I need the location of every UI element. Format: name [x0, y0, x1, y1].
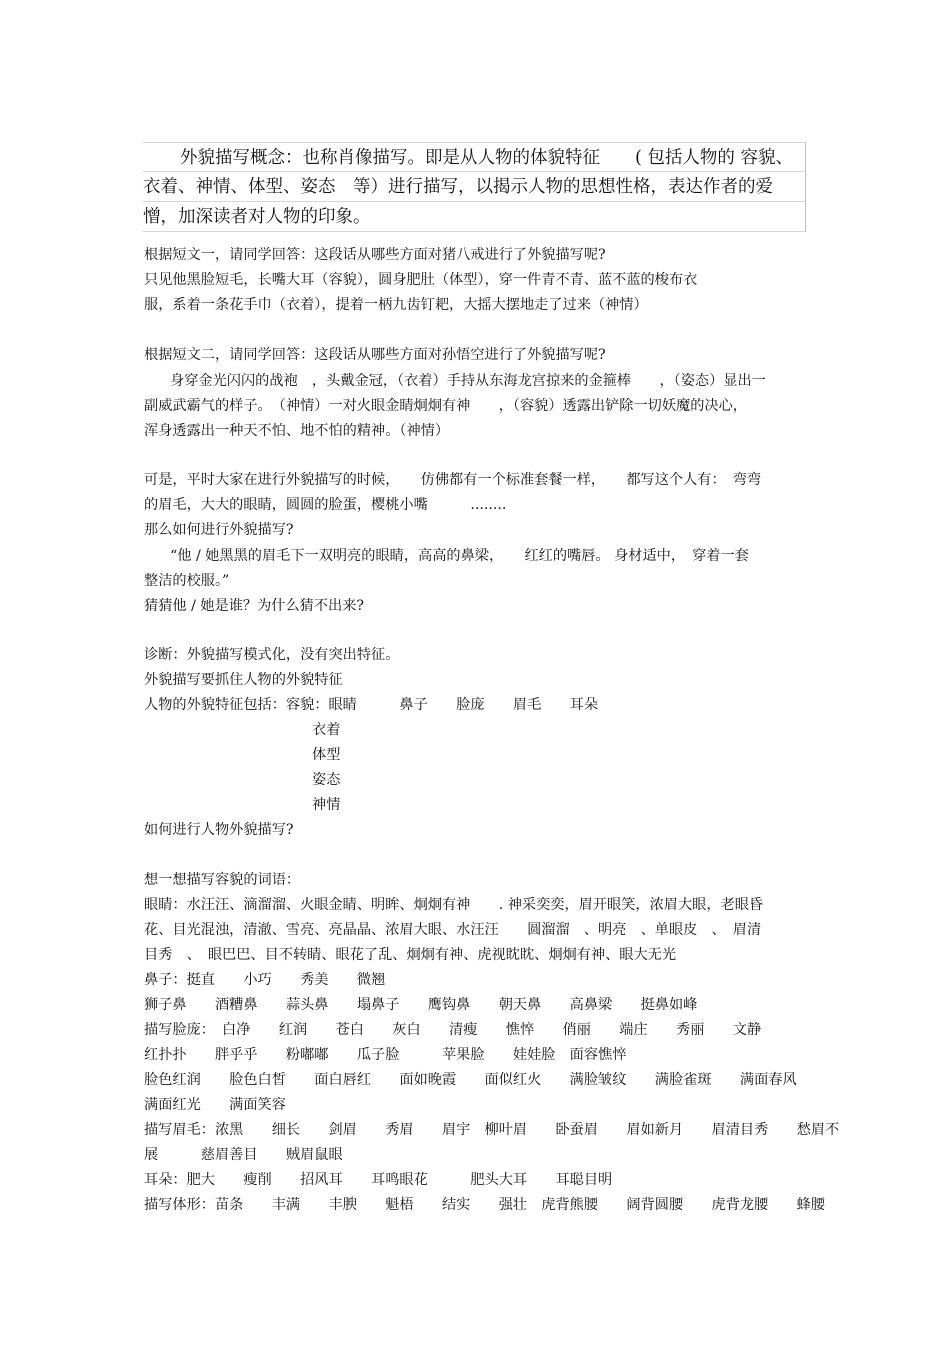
intro-line: 憎，加深读者对人物的印象。: [143, 202, 806, 232]
vocab-line: 红扑扑 胖乎乎 粉嘟嘟 瓜子脸 苹果脸 娃娃脸 面容憔悴: [144, 1047, 627, 1063]
vocab-line: 满面红光 满面笑容: [144, 1097, 286, 1113]
text-line: 可是，平时大家在进行外貌描写的时候， 仿佛都有一个标准套餐一样， 都写这个人有： 弯弯: [144, 472, 762, 488]
feature-item: 体型: [312, 747, 341, 763]
intro-line: 外貌描写概念：也称肖像描写。即是从人物的体貌特征 ( 包括人物的 容貌、: [143, 142, 806, 172]
vocab-heading: 想一想描写容貌的词语：: [144, 872, 301, 888]
feature-item: 衣着: [312, 722, 341, 738]
text-line: 只见他黑脸短毛，长嘴大耳（容貌），圆身肥肚（体型），穿一件青不青、蓝不蓝的梭布衣: [144, 272, 698, 288]
text-line: 的眉毛，大大的眼睛，圆圆的脸蛋，樱桃小嘴 ........: [144, 497, 507, 513]
text-line: 外貌描写要抓住人物的外貌特征: [144, 672, 343, 688]
intro-definition-box: [143, 142, 806, 232]
feature-item: 神情: [312, 797, 341, 813]
vocab-line: 眼睛：水汪汪、滴溜溜、火眼金睛、明眸、炯炯有神 . 神采奕奕，眉开眼笑，浓眉大眼，老眼昏: [144, 897, 764, 913]
text-line: 如何进行人物外貌描写?: [144, 822, 294, 838]
quote-line: 整洁的校服。”: [144, 573, 230, 589]
text-line: 浑身透露出一种天不怕、地不怕的精神。（神情）: [144, 423, 450, 439]
vocab-line: 描写体形：苗条 丰满 丰腴 魁梧 结实 强壮 虎背熊腰 阔背圆腰 虎背龙腰 蜂腰: [144, 1197, 826, 1213]
text-line: 身穿金光闪闪的战袍 ，头戴金冠，（衣着）手持从东海龙宫掠来的金箍棒 ，（姿态）显出一: [170, 373, 766, 389]
vocab-line: 脸色红润 脸色白皙 面白唇红 面如晚霞 面似红火 满脸皱纹 满脸雀斑 满面春风: [144, 1072, 797, 1088]
text-line: 猜猜他 / 她是谁？为什么猜不出来?: [144, 598, 365, 614]
vocab-line: 展 慈眉善目 贼眉鼠眼: [144, 1147, 343, 1163]
text-line: 那么如何进行外貌描写?: [144, 522, 294, 538]
feature-item: 姿态: [312, 772, 341, 788]
features-line: 人物的外貌特征包括：容貌：眼睛 鼻子 脸庞 眉毛 耳朵: [144, 697, 599, 713]
vocab-line: 目秀 、 眼巴巴、目不转睛、眼花了乱、炯炯有神、虎视眈眈、炯炯有神、眼大无光: [144, 947, 677, 963]
vocab-line: 鼻子：挺直 小巧 秀美 微翘: [144, 972, 386, 988]
diagnosis-line: 诊断：外貌描写模式化，没有突出特征。: [144, 647, 400, 663]
text-line: 副威武霸气的样子。 （神情）一对火眼金睛炯炯有神 ，（容貌）透露出铲除一切妖魔的决心，: [144, 398, 747, 414]
question-two: 根据短文二，请同学回答：这段话从哪些方面对孙悟空进行了外貌描写呢?: [144, 347, 606, 363]
vocab-line: 描写脸庞： 白净 红润 苍白 灰白 清瘦 憔悴 俏丽 端庄 秀丽 文静: [144, 1022, 762, 1038]
vocab-line: 狮子鼻 酒糟鼻 蒜头鼻 塌鼻子 鹰钩鼻 朝天鼻 高鼻梁 挺鼻如峰: [144, 997, 698, 1013]
vocab-line: 花、目光混浊，清澈、雪亮、亮晶晶、浓眉大眼、水汪汪 圆溜溜 、明亮 、单眼皮 、 眉清: [144, 922, 762, 938]
quote-line: “他 / 她黑黑的眉毛下一双明亮的眼睛，高高的鼻梁， 红红的嘴唇。 身材适中， 穿着一套: [170, 548, 749, 564]
vocab-line: 描写眉毛：浓黑 细长 剑眉 秀眉 眉宇 柳叶眉 卧蚕眉 眉如新月 眉清目秀 愁眉不: [144, 1122, 840, 1138]
question-one: 根据短文一，请同学回答：这段话从哪些方面对猪八戒进行了外貌描写呢?: [144, 247, 606, 263]
intro-line: 衣着、神情、体型、姿态 等）进行描写，以揭示人物的思想性格，表达作者的爱: [143, 172, 806, 202]
vocab-line: 耳朵：肥大 瘦削 招风耳 耳鸣眼花 肥头大耳 耳聪目明: [144, 1172, 613, 1188]
text-line: 服，系着一条花手巾（衣着），提着一柄九齿钉耙，大摇大摆地走了过来（神情）: [144, 297, 648, 313]
